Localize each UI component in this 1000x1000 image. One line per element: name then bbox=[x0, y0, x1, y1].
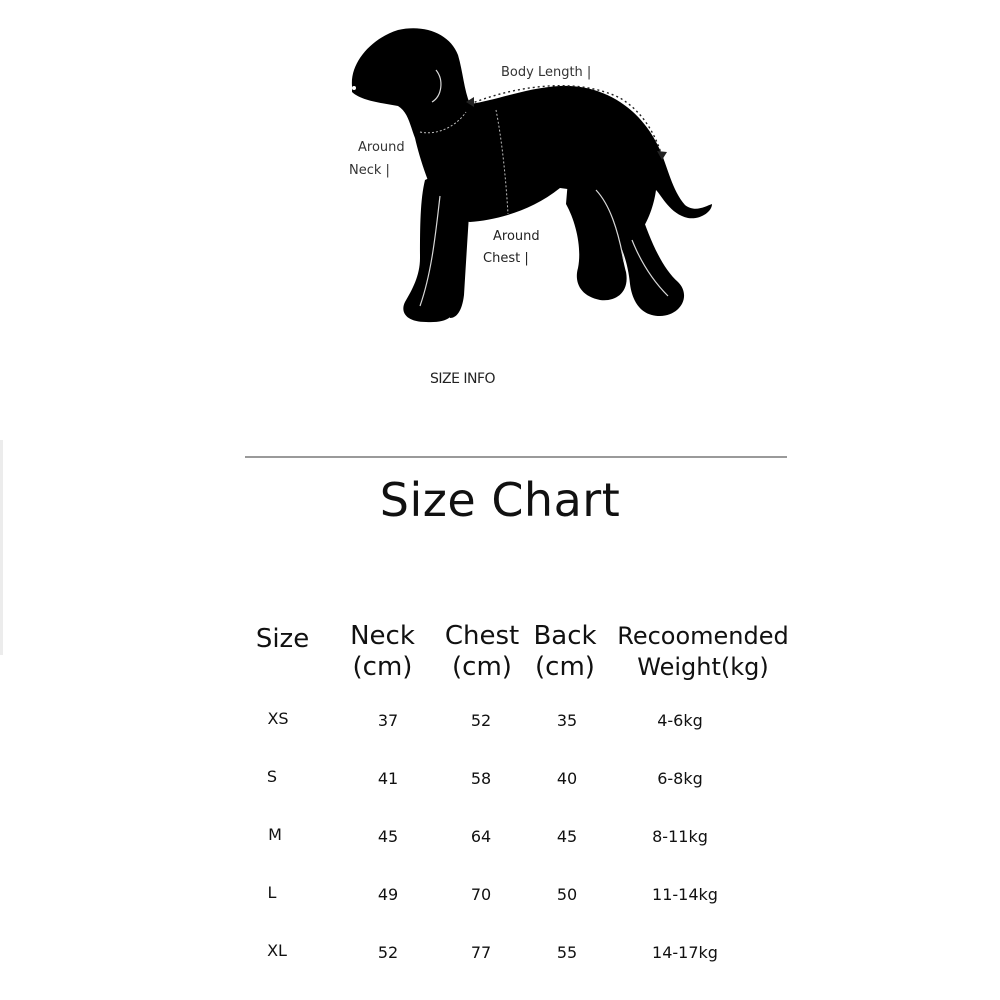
cell-chest: 77 bbox=[470, 943, 492, 962]
body-length-label: Body Length | bbox=[501, 65, 592, 80]
cell-weight: 8-11kg bbox=[652, 827, 708, 846]
header-weight bbox=[608, 621, 798, 683]
header-neck bbox=[335, 621, 430, 683]
cell-size: S bbox=[266, 767, 278, 786]
around-chest-label-line2: Chest | bbox=[483, 251, 529, 266]
header-size bbox=[235, 624, 330, 655]
nose-highlight bbox=[352, 86, 356, 90]
around-neck-label-line1: Around bbox=[358, 140, 405, 155]
cell-back: 40 bbox=[556, 769, 578, 788]
around-neck-label-line2: Neck | bbox=[349, 163, 390, 178]
cell-weight: 14-17kg bbox=[652, 943, 718, 962]
cell-size: XS bbox=[267, 709, 289, 728]
cell-neck: 45 bbox=[377, 827, 399, 846]
header-back-line2: (cm) bbox=[535, 652, 595, 682]
header-chest-line1: Chest bbox=[444, 621, 520, 651]
cell-chest: 64 bbox=[470, 827, 492, 846]
cell-back: 55 bbox=[556, 943, 578, 962]
cell-chest: 58 bbox=[470, 769, 492, 788]
cell-size: XL bbox=[267, 941, 287, 960]
cell-back: 35 bbox=[556, 711, 578, 730]
cell-size: L bbox=[267, 883, 277, 902]
cell-size: M bbox=[268, 825, 282, 844]
cell-chest: 52 bbox=[470, 711, 492, 730]
header-back bbox=[520, 621, 610, 683]
cell-chest: 70 bbox=[470, 885, 492, 904]
cell-neck: 41 bbox=[377, 769, 399, 788]
header-weight-line2: Weight(kg) bbox=[637, 653, 769, 681]
cell-neck: 49 bbox=[377, 885, 399, 904]
header-size-line1: Size bbox=[255, 624, 310, 654]
divider-line bbox=[245, 456, 787, 458]
cell-back: 45 bbox=[556, 827, 578, 846]
header-chest bbox=[432, 621, 532, 683]
cell-weight: 6-8kg bbox=[657, 769, 703, 788]
cell-neck: 52 bbox=[377, 943, 399, 962]
around-chest-label-line1: Around bbox=[493, 229, 540, 244]
cell-back: 50 bbox=[556, 885, 578, 904]
header-neck-line1: Neck bbox=[350, 621, 415, 651]
cell-weight: 11-14kg bbox=[652, 885, 718, 904]
header-weight-line1: Recoomended bbox=[617, 622, 789, 650]
size-info-caption: SIZE INFO bbox=[430, 371, 496, 387]
cell-weight: 4-6kg bbox=[657, 711, 703, 730]
cell-neck: 37 bbox=[377, 711, 399, 730]
size-chart-title: Size Chart bbox=[379, 473, 621, 527]
header-neck-line2: (cm) bbox=[352, 652, 413, 682]
header-back-line1: Back bbox=[533, 621, 597, 651]
header-chest-line2: (cm) bbox=[452, 652, 512, 682]
